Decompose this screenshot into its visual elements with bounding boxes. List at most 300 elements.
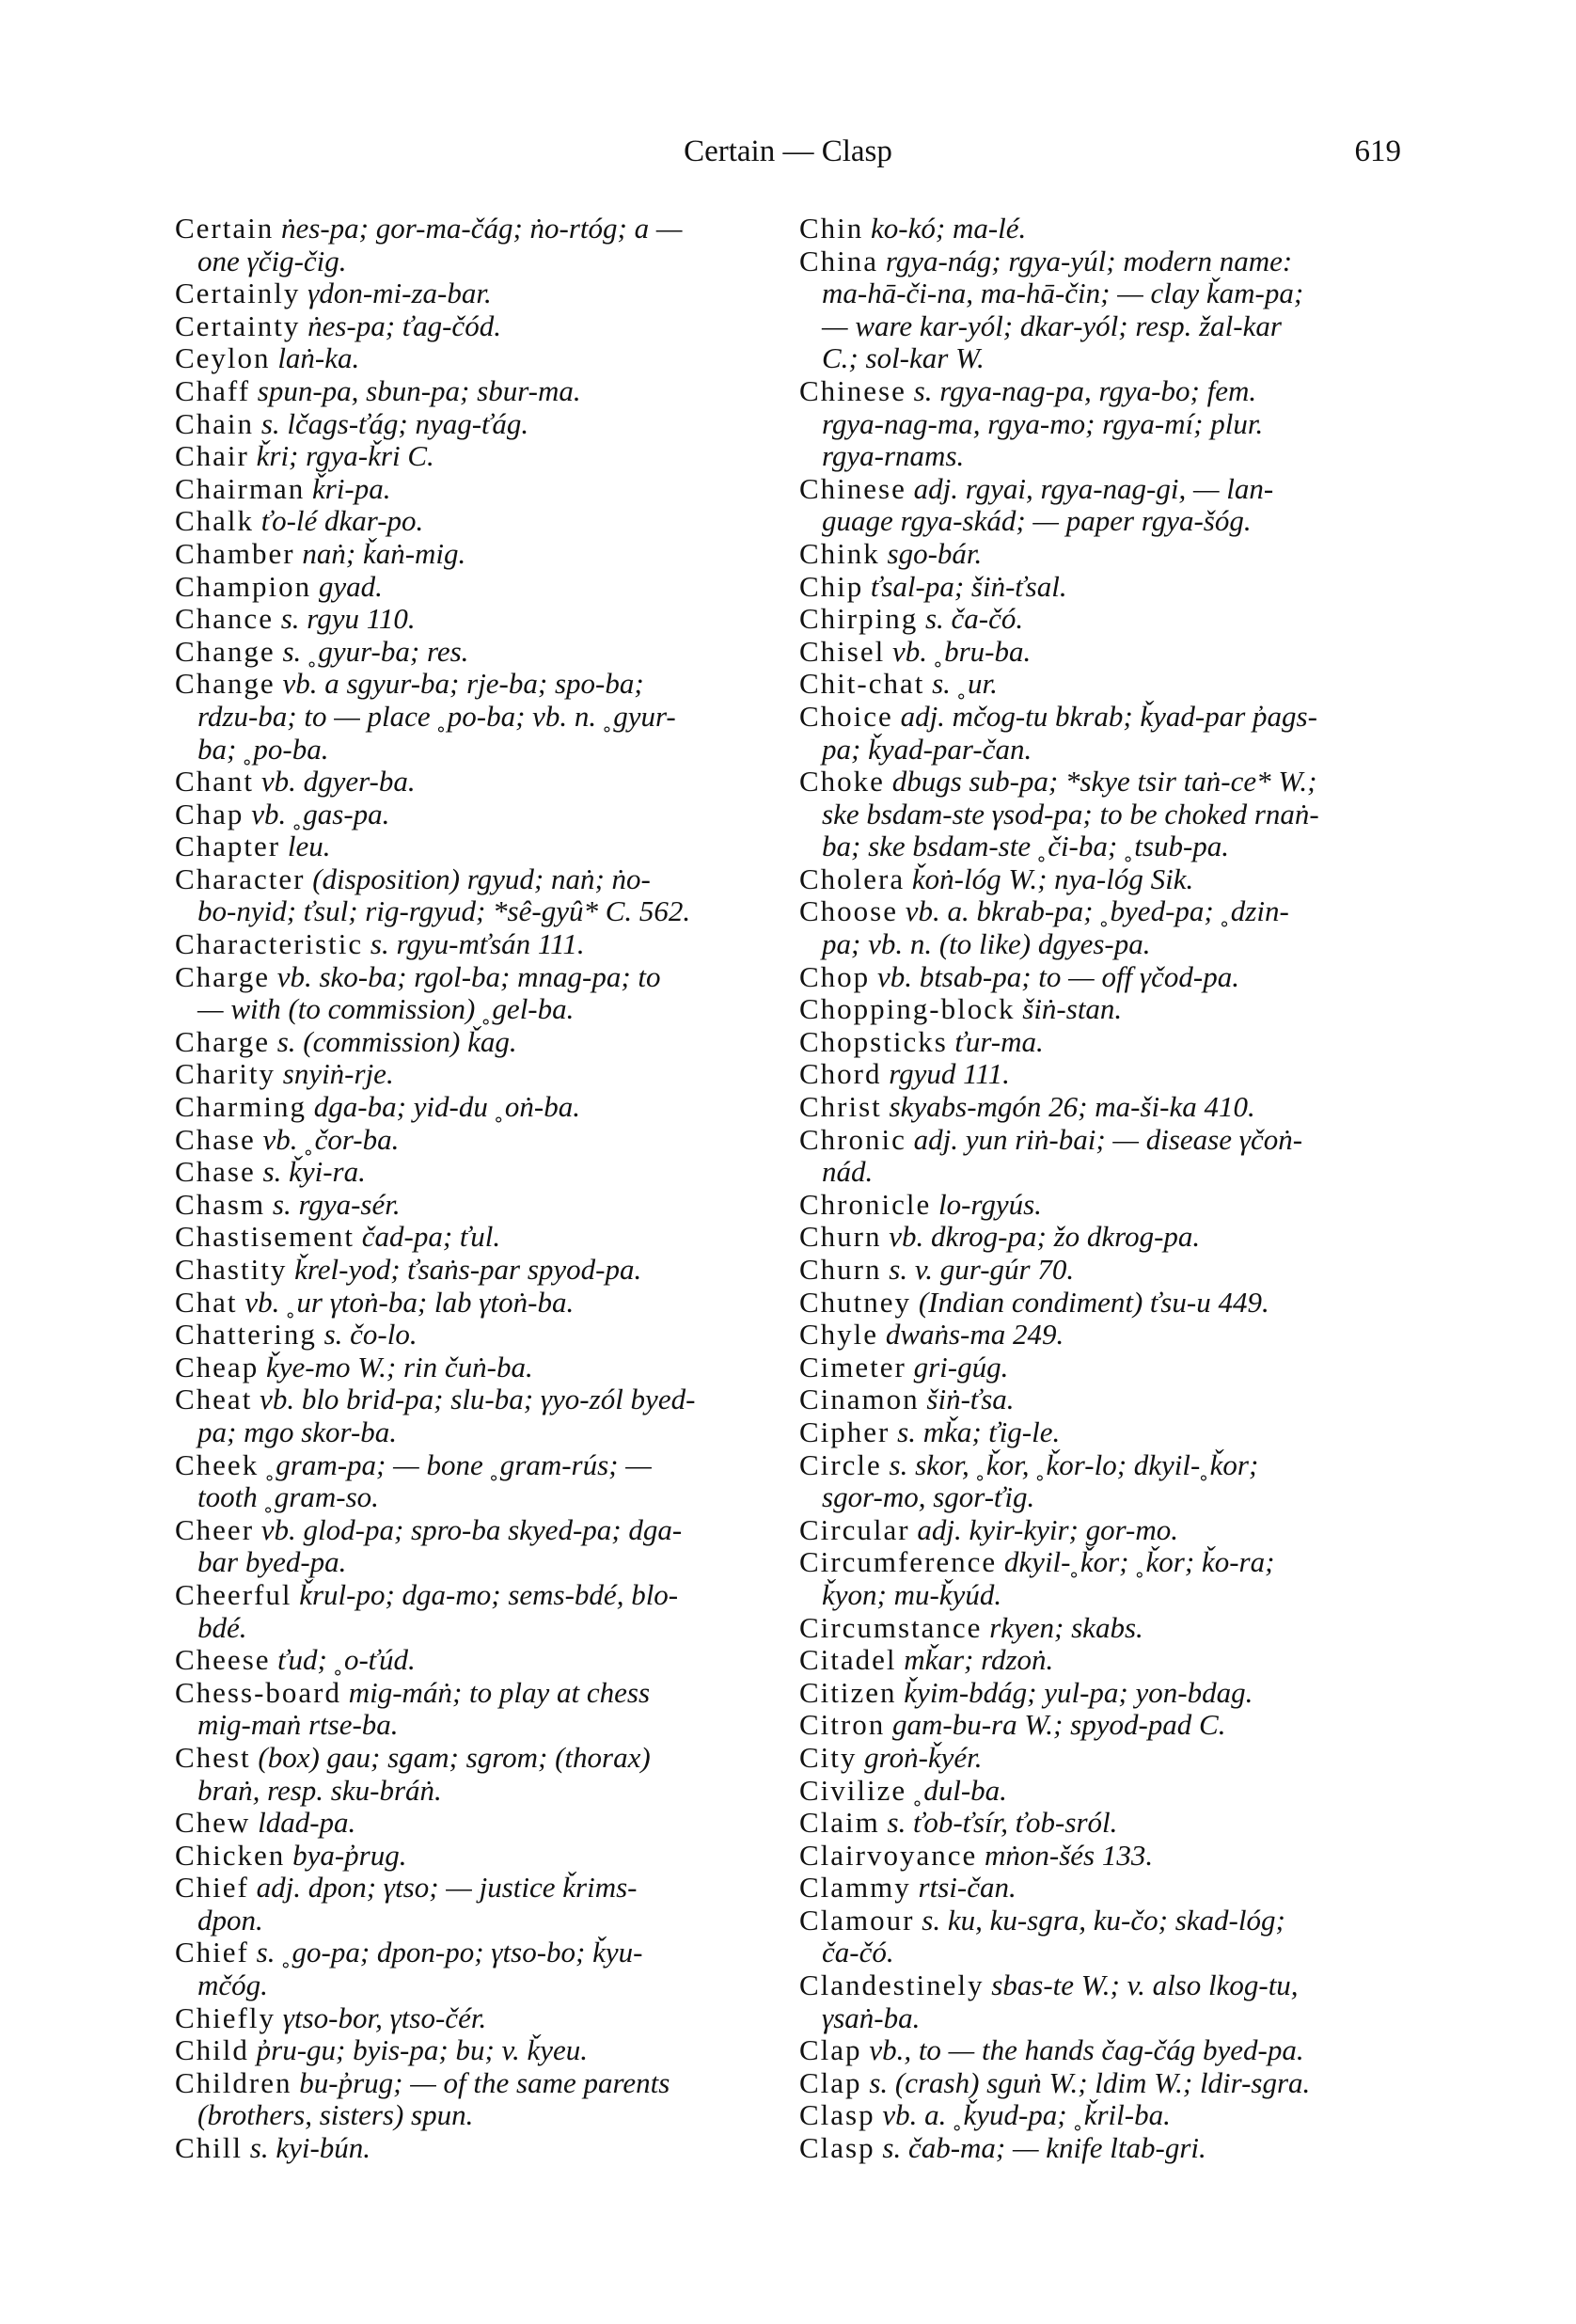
dictionary-entry — [799, 1383, 1420, 1416]
headword: Choose — [799, 894, 898, 928]
dictionary-entry — [799, 1872, 1420, 1905]
definition-continuation: bar byed-pa. — [197, 1545, 347, 1579]
definition-continuation: ma-hā-či-na, ma-hā-čin; — clay ǩam-pa; — [822, 277, 1304, 310]
dictionary-entry — [175, 2067, 784, 2132]
dictionary-entry — [175, 1840, 784, 1873]
headword: Cheat — [175, 1383, 253, 1416]
definition-continuation: tooth ˳gram-so. — [197, 1480, 379, 1514]
headword: China — [799, 244, 879, 277]
definition: dkyil-˳ǩor; ˳ǩor; ǩo-ra; — [997, 1545, 1275, 1579]
definition: rtsi-čan. — [910, 1871, 1017, 1905]
headword: Chutney — [799, 1285, 912, 1319]
definition-continuation: γsaṅ-ba. — [822, 2000, 921, 2034]
definition: ǩri-pa. — [305, 471, 391, 505]
dictionary-entry — [175, 928, 784, 961]
headword: Certainly — [175, 277, 301, 310]
definition: p̓ru-gu; byis-pa; bu; v. ǩyeu. — [248, 2033, 589, 2067]
dictionary-entry — [175, 538, 784, 571]
definition: vb. dgyer-ba. — [254, 765, 416, 798]
dictionary-entry — [175, 766, 784, 798]
dictionary-entry — [799, 1319, 1420, 1352]
definition-continuation: ǩyon; mu-ǩyúd. — [822, 1577, 1002, 1611]
headword: Chill — [175, 2131, 244, 2165]
headword: Character — [175, 862, 306, 895]
definition: s. lčags-ťág; nyag-ťág. — [254, 406, 529, 440]
dictionary-entry — [175, 440, 784, 473]
right-column — [799, 213, 1420, 2165]
dictionary-entry — [799, 1546, 1420, 1611]
dictionary-entry — [799, 603, 1420, 636]
dictionary-entry — [175, 1221, 784, 1254]
page-header — [175, 134, 1401, 178]
definition: ťud; ˳o-ťúd. — [270, 1643, 416, 1677]
definition: adj. dpon; γtso; — justice ǩrims- — [248, 1871, 638, 1905]
running-title: Certain — Clasp — [684, 134, 892, 168]
headword: Chain — [175, 406, 255, 440]
definition: mǩar; rdzoṅ. — [896, 1643, 1054, 1677]
definition: ˳gram-pa; — bone ˳gram-rús; — — [259, 1447, 652, 1481]
headword: Certainty — [175, 308, 301, 342]
headword: Chinese — [799, 373, 906, 407]
definition: ǩri; rgya-ǩri C. — [248, 439, 434, 473]
headword: Churn — [799, 1253, 882, 1286]
definition-continuation: sgor-mo, sgor-ťig. — [822, 1480, 1035, 1514]
dictionary-entry — [799, 1514, 1420, 1547]
definition-continuation: guage rgya-skád; — paper rgya-šóg. — [822, 504, 1252, 538]
definition-continuation: ča-čó. — [822, 1936, 894, 1969]
headword: Cheer — [175, 1512, 255, 1546]
dictionary-entry — [175, 1937, 784, 2001]
dictionary-entry — [175, 1807, 784, 1840]
headword: Chap — [175, 797, 244, 830]
dictionary-entry — [799, 1254, 1420, 1287]
definition: γdon-mi-za-bar. — [300, 277, 492, 310]
definition: ťur-ma. — [947, 1024, 1044, 1058]
definition: rgya-nág; rgya-yúl; modern name: — [878, 244, 1293, 277]
headword: Chapter — [175, 830, 281, 863]
definition: s. ˳go-pa; dpon-po; γtso-bo; ǩyu- — [248, 1936, 643, 1969]
dictionary-entry — [799, 1742, 1420, 1775]
headword: Chin — [799, 212, 864, 245]
definition: bu-p̓rug; — of the same parents — [292, 2065, 670, 2099]
dictionary-entry — [799, 863, 1420, 896]
headword: Cholera — [799, 862, 906, 895]
headword: Change — [175, 634, 276, 668]
definition: čad-pa; ťul. — [355, 1220, 501, 1254]
dictionary-entry — [799, 245, 1420, 375]
headword: Charge — [175, 1024, 270, 1058]
dictionary-entry — [799, 2034, 1420, 2067]
headword: Charity — [175, 1057, 276, 1091]
headword: Clap — [799, 2065, 862, 2099]
definition: vb. ˳bru-ba. — [885, 634, 1032, 668]
dictionary-entry — [175, 961, 784, 1026]
headword: Citadel — [799, 1643, 897, 1677]
dictionary-entry — [799, 1644, 1420, 1677]
definition: vb. ˳čor-ba. — [255, 1122, 400, 1156]
dictionary-entry — [799, 1775, 1420, 1808]
definition: γtso-bor, γtso-čér. — [276, 2000, 487, 2034]
headword: Chronicle — [799, 1187, 932, 1221]
headword: Chronic — [799, 1122, 906, 1156]
dictionary-entry — [799, 1026, 1420, 1059]
dictionary-entry — [799, 2067, 1420, 2100]
dictionary-entry — [175, 1091, 784, 1124]
dictionary-entry — [175, 1319, 784, 1352]
headword: Chastisement — [175, 1220, 355, 1254]
dictionary-entry — [799, 2132, 1420, 2165]
definition-continuation: C.; sol-kar W. — [822, 341, 985, 375]
dictionary-entry — [175, 1352, 784, 1384]
definition: s. čo-lo. — [316, 1318, 418, 1352]
headword: Chest — [175, 1740, 251, 1774]
headword: Chip — [799, 569, 864, 603]
headword: Clasp — [799, 2131, 875, 2165]
definition: s. ku, ku-sgra, ku-čo; skad-lóg; — [914, 1903, 1285, 1937]
dictionary-entry — [799, 213, 1420, 245]
definition-continuation: mig-maṅ rtse-ba. — [197, 1708, 399, 1742]
headword: Clamour — [799, 1903, 915, 1937]
dictionary-entry — [175, 1189, 784, 1222]
headword: Chasm — [175, 1187, 266, 1221]
headword: Chess-board — [175, 1675, 341, 1709]
headword: Chat — [175, 1285, 238, 1319]
headword: Cimeter — [799, 1350, 906, 1383]
definition: s. ˳gyur-ba; res. — [275, 634, 469, 668]
dictionary-entry — [175, 505, 784, 538]
definition: vb., to — the hands čag-čág byed-pa. — [861, 2033, 1304, 2067]
definition: s. skor, ˳ǩor, ˳ǩor-lo; dkyil-˳ǩor; — [881, 1447, 1259, 1481]
definition: laṅ-ka. — [270, 341, 360, 375]
dictionary-entry — [799, 1612, 1420, 1645]
headword: Chirping — [799, 602, 919, 636]
definition: bya-p̓rug. — [285, 1838, 407, 1872]
dictionary-entry — [799, 668, 1420, 701]
dictionary-entry — [175, 1677, 784, 1742]
headword: Chastity — [175, 1253, 288, 1286]
definition-continuation: mčóg. — [197, 1968, 268, 2002]
dictionary-entry — [175, 1026, 784, 1059]
headword: Chairman — [175, 471, 306, 505]
dictionary-entry — [799, 766, 1420, 863]
definition-continuation: ske bsdam-ste γsod-pa; to be choked rnaṅ- — [822, 797, 1319, 830]
definition: (box) gau; sgam; sgrom; (thorax) — [250, 1740, 651, 1774]
definition-continuation: braṅ, resp. sku-bráṅ. — [197, 1773, 442, 1807]
dictionary-entry — [799, 1124, 1420, 1189]
dictionary-entry — [175, 1156, 784, 1189]
headword: Choke — [799, 765, 885, 798]
dictionary-entry — [175, 2002, 784, 2035]
definition: (disposition) rgyud; naṅ; ṅo- — [305, 862, 651, 895]
definition: s. rgyu 110. — [273, 602, 416, 636]
headword: Clap — [799, 2033, 862, 2067]
headword: Christ — [799, 1090, 882, 1124]
headword: Chant — [175, 765, 255, 798]
definition: skyabs-mgón 26; ma-ši-ka 410. — [881, 1090, 1255, 1124]
dictionary-entry — [799, 1287, 1420, 1320]
headword: Change — [175, 667, 276, 701]
definition: ldad-pa. — [250, 1806, 356, 1840]
definition: rkyen; skabs. — [982, 1610, 1143, 1644]
definition: s. mǩa; ťig-le. — [890, 1415, 1061, 1448]
definition: ǩoṅ-lóg W.; nya-lóg Sik. — [905, 862, 1194, 895]
definition: gri-gúg. — [906, 1350, 1009, 1383]
headword: Chop — [799, 959, 871, 993]
definition: dwaṅs-ma 249. — [878, 1318, 1064, 1352]
dictionary-entry — [799, 1677, 1420, 1710]
definition-continuation: pa; vb. n. (to like) dgyes-pa. — [822, 927, 1151, 961]
headword: Champion — [175, 569, 312, 603]
headword: Children — [175, 2065, 292, 2099]
headword: Ceylon — [175, 341, 271, 375]
dictionary-entry — [175, 668, 784, 766]
headword: Cheese — [175, 1643, 271, 1677]
definition: s. kyi-bún. — [243, 2131, 371, 2165]
dictionary-entry — [799, 571, 1420, 604]
definition: s. ˳ur. — [924, 667, 998, 701]
definition: ko-kó; ma-lé. — [863, 212, 1027, 245]
headword: Chaff — [175, 373, 251, 407]
headword: Chair — [175, 439, 249, 473]
dictionary-entry — [175, 1058, 784, 1091]
headword: Citizen — [799, 1675, 897, 1709]
definition: ǩyim-bdág; yul-pa; yon-bdag. — [896, 1675, 1253, 1709]
dictionary-entry — [175, 473, 784, 506]
headword: City — [799, 1740, 858, 1774]
definition-continuation: ba; ske bsdam-ste ˳či-ba; ˳tsub-pa. — [822, 830, 1230, 863]
definition: ťo-lé dkar-po. — [254, 504, 424, 538]
dictionary-entry — [175, 342, 784, 375]
definition-continuation: nád. — [822, 1155, 874, 1189]
headword: Chisel — [799, 634, 886, 668]
definition: s. rgya-sér. — [265, 1187, 401, 1221]
headword: Child — [175, 2033, 249, 2067]
definition: s. ťob-ťsír, ťob-sról. — [879, 1806, 1118, 1840]
dictionary-entry — [175, 798, 784, 831]
definition-continuation: pa; ǩyad-par-čan. — [822, 732, 1032, 766]
dictionary-entry — [799, 375, 1420, 473]
definition-continuation: bo-nyid; ťsul; rig-rgyud; *sê-gyû* C. 562. — [197, 894, 691, 928]
dictionary-entry — [799, 993, 1420, 1026]
dictionary-entry — [799, 701, 1420, 766]
definition: leu. — [280, 830, 331, 863]
definition-continuation: rgya-nag-ma, rgya-mo; rgya-mí; plur. — [822, 406, 1264, 440]
definition: s. čab-ma; — knife ltab-gri. — [875, 2131, 1206, 2165]
definition: vb. a. bkrab-pa; ˳byed-pa; ˳dzin- — [898, 894, 1289, 928]
definition: šiṅ-ťsa. — [919, 1383, 1015, 1416]
definition: vb. sko-ba; rgol-ba; mnag-pa; to — [269, 959, 661, 993]
dictionary-entry — [799, 1416, 1420, 1449]
headword: Chopsticks — [799, 1024, 948, 1058]
dictionary-entry — [175, 636, 784, 669]
headword: Clandestinely — [799, 1968, 985, 2002]
dictionary-entry — [175, 603, 784, 636]
definition-continuation: one γčig-čig. — [197, 244, 347, 277]
headword: Clairvoyance — [799, 1838, 978, 1872]
definition: šiṅ-stan. — [1015, 992, 1123, 1026]
definition-continuation: ba; ˳po-ba. — [197, 732, 329, 766]
headword: Chord — [799, 1057, 882, 1091]
definition-continuation: — ware kar-yól; dkar-yól; resp. žal-kar — [822, 308, 1282, 342]
dictionary-entry — [175, 1287, 784, 1320]
dictionary-entry — [799, 1449, 1420, 1514]
definition: s. rgyu-mťsán 111. — [363, 927, 585, 961]
dictionary-entry — [175, 310, 784, 343]
definition: adj. rgyai, rgya-nag-gi, — lan- — [906, 471, 1274, 505]
dictionary-entry — [175, 408, 784, 441]
dictionary-entry — [799, 636, 1420, 669]
dictionary-entry — [175, 1514, 784, 1579]
definition: s. v. gur-gúr 70. — [881, 1253, 1075, 1286]
definition: gyad. — [311, 569, 383, 603]
definition: s. ča-čó. — [918, 602, 1024, 636]
headword: Chink — [799, 536, 880, 570]
headword: Cheap — [175, 1350, 260, 1383]
definition: vb. a sgyur-ba; rje-ba; spo-ba; — [275, 667, 644, 701]
headword: Chalk — [175, 504, 255, 538]
definition: vb. glod-pa; spro-ba skyed-pa; dga- — [254, 1512, 683, 1546]
dictionary-entry — [175, 1579, 784, 1644]
definition: ǩye-mo W.; rin čuṅ-ba. — [259, 1350, 533, 1383]
dictionary-entry — [175, 1742, 784, 1807]
headword: Clammy — [799, 1871, 911, 1905]
dictionary-entry — [799, 1221, 1420, 1254]
headword: Circumstance — [799, 1610, 983, 1644]
definition: mṅon-šés 133. — [977, 1838, 1154, 1872]
definition: adj. yun riṅ-bai; — disease γčoṅ- — [906, 1122, 1303, 1156]
headword: Charming — [175, 1090, 307, 1124]
definition: ṅes-pa; ťag-čód. — [300, 308, 501, 342]
dictionary-entry — [799, 1189, 1420, 1222]
definition: adj. mčog-tu bkrab; ǩyad-par p̓ags- — [892, 699, 1317, 733]
definition-continuation: rdzu-ba; to — place ˳po-ba; vb. n. ˳gyur- — [197, 699, 676, 733]
definition: s. (commission) ǩag. — [269, 1024, 517, 1058]
dictionary-entry — [799, 473, 1420, 538]
headword: Citron — [799, 1708, 886, 1742]
headword: Cinamon — [799, 1383, 920, 1416]
definition: mig-máṅ; to play at chess — [340, 1675, 651, 1709]
dictionary-entry — [799, 1709, 1420, 1742]
headword: Chief — [175, 1871, 249, 1905]
definition: s. rgya-nag-pa, rgya-bo; fem. — [906, 373, 1257, 407]
page-number: 619 — [1354, 134, 1401, 168]
dictionary-entry — [799, 1352, 1420, 1384]
definition: spun-pa, sbun-pa; sbur-ma. — [250, 373, 581, 407]
dictionary-entry — [799, 538, 1420, 571]
headword: Chase — [175, 1155, 256, 1189]
headword: Chyle — [799, 1318, 879, 1352]
definition: dbugs sub-pa; *skye tsir taṅ-ce* W.; — [884, 765, 1317, 798]
definition: s. (crash) sguṅ W.; ldim W.; ldir-sgra. — [861, 2065, 1311, 2099]
headword: Circular — [799, 1512, 910, 1546]
dictionary-entry — [799, 1091, 1420, 1124]
dictionary-entry — [175, 863, 784, 928]
headword: Cheerful — [175, 1577, 292, 1611]
headword: Cheek — [175, 1447, 260, 1481]
definition: lo-rgyús. — [931, 1187, 1042, 1221]
headword: Circumference — [799, 1545, 998, 1579]
definition: ǩrul-po; dga-mo; sems-bdé, blo- — [292, 1577, 679, 1611]
definition-continuation: bdé. — [197, 1610, 247, 1644]
dictionary-entry — [799, 1807, 1420, 1840]
definition: rgyud 111. — [881, 1057, 1010, 1091]
headword: Chief — [175, 1936, 249, 1969]
dictionary-entry — [175, 1449, 784, 1514]
dictionary-entry — [175, 2034, 784, 2067]
definition: groṅ-ǩyér. — [857, 1740, 983, 1774]
headword: Certain — [175, 212, 275, 245]
headword: Cipher — [799, 1415, 890, 1448]
definition: sgo-bár. — [879, 536, 983, 570]
headword: Chance — [175, 602, 274, 636]
dictionary-entry — [175, 277, 784, 310]
definition: vb. ˳gas-pa. — [244, 797, 390, 830]
definition: ˳dul-ba. — [906, 1773, 1007, 1807]
definition: (Indian condiment) ťsu-u 449. — [911, 1285, 1269, 1319]
dictionary-entry — [175, 1644, 784, 1677]
definition: ǩrel-yod; ťsaṅs-par spyod-pa. — [287, 1253, 642, 1286]
headword: Chicken — [175, 1838, 286, 1872]
dictionary-entry — [175, 830, 784, 863]
definition-continuation: rgya-rnams. — [822, 439, 965, 473]
headword: Clasp — [799, 2098, 875, 2132]
headword: Chinese — [799, 471, 906, 505]
dictionary-entry — [175, 213, 784, 277]
headword: Chit-chat — [799, 667, 925, 701]
headword: Characteristic — [175, 927, 364, 961]
definition-continuation: dpon. — [197, 1903, 263, 1937]
headword: Choice — [799, 699, 893, 733]
headword: Claim — [799, 1806, 880, 1840]
definition: dga-ba; yid-du ˳oṅ-ba. — [307, 1090, 580, 1124]
headword: Charge — [175, 959, 270, 993]
definition: snyiṅ-rje. — [276, 1057, 394, 1091]
dictionary-entry — [799, 2099, 1420, 2132]
definition: vb. ˳ur γtoṅ-ba; lab γtoṅ-ba. — [237, 1285, 575, 1319]
headword: Chamber — [175, 536, 295, 570]
dictionary-entry — [799, 1840, 1420, 1873]
definition: vb. dkrog-pa; žo dkrog-pa. — [881, 1220, 1201, 1254]
definition: s. ǩyi-ra. — [255, 1155, 366, 1189]
definition: naṅ; ǩaṅ-mig. — [294, 536, 466, 570]
definition: vb. blo brid-pa; slu-ba; γyo-zól byed- — [252, 1383, 696, 1416]
definition: gam-bu-ra W.; spyod-pad C. — [885, 1708, 1226, 1742]
headword: Circle — [799, 1447, 882, 1481]
definition: sbas-te W.; v. also lkog-tu, — [984, 1968, 1299, 2002]
dictionary-entry — [799, 1058, 1420, 1091]
dictionary-entry — [799, 1905, 1420, 1969]
dictionary-entry — [175, 1872, 784, 1937]
definition-continuation: (brothers, sisters) spun. — [197, 2098, 474, 2132]
dictionary-entry — [175, 1383, 784, 1448]
headword: Chattering — [175, 1318, 317, 1352]
definition: ṅes-pa; gor-ma-čág; ṅo-rtóg; a — — [274, 212, 683, 245]
dictionary-entry — [175, 375, 784, 408]
dictionary-entry — [799, 1969, 1420, 2034]
definition-continuation: — with (to commission) ˳gel-ba. — [197, 992, 575, 1026]
headword: Chase — [175, 1122, 256, 1156]
left-column — [175, 213, 784, 2165]
dictionary-entry — [175, 2132, 784, 2165]
headword: Chopping-block — [799, 992, 1016, 1026]
headword: Chew — [175, 1806, 251, 1840]
definition: vb. btsab-pa; to — off γčod-pa. — [870, 959, 1239, 993]
definition: ťsal-pa; šiṅ-ťsal. — [863, 569, 1067, 603]
headword: Chiefly — [175, 2000, 276, 2034]
dictionary-entry — [799, 961, 1420, 994]
headword: Civilize — [799, 1773, 907, 1807]
dictionary-entry — [175, 1124, 784, 1157]
